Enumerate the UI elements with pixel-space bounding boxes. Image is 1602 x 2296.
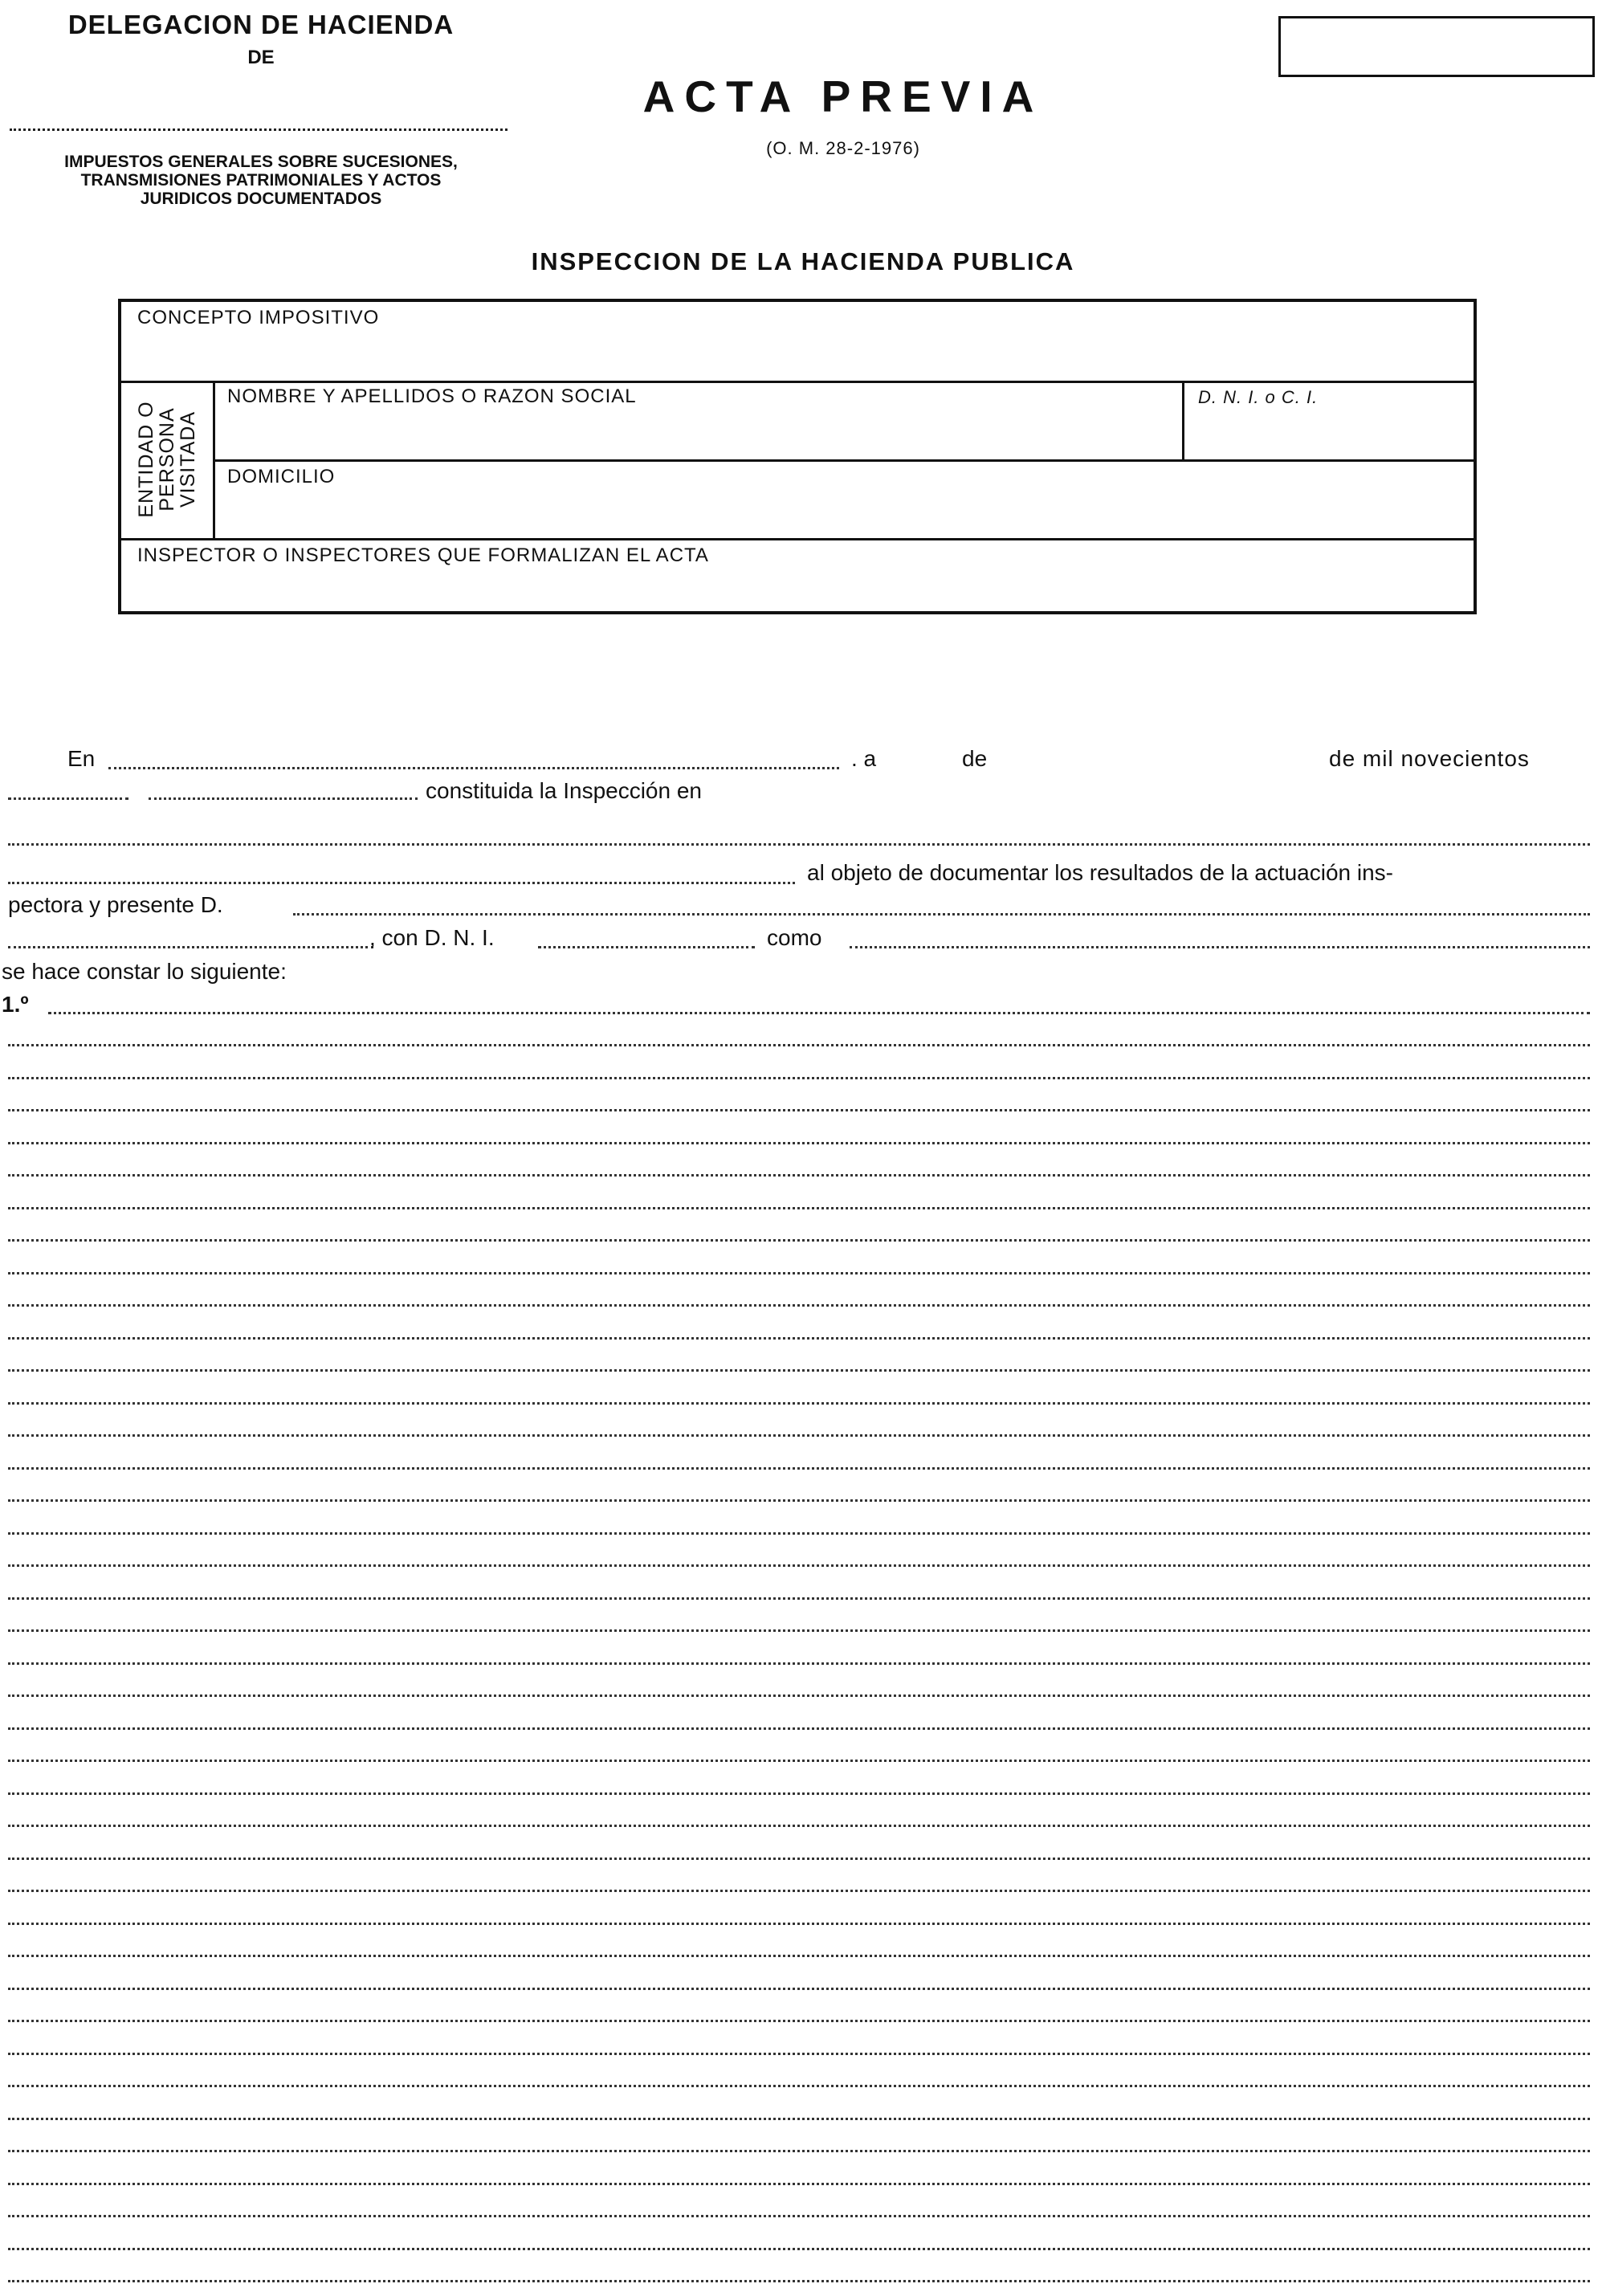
ruled-line[interactable] [8,2248,1590,2250]
text-de: de [962,746,988,771]
reference-box[interactable] [1278,16,1595,77]
ruled-line[interactable] [8,1304,1590,1307]
text-constituida: constituida la Inspección en [426,778,702,803]
fill-line[interactable] [8,843,1590,846]
fill-line[interactable] [8,797,128,800]
ruled-line[interactable] [8,1337,1590,1340]
taxes-heading [8,153,514,208]
concepto-label: CONCEPTO IMPOSITIVO [137,307,380,328]
ruled-line[interactable] [8,1858,1590,1860]
text-a: . a [851,746,877,771]
ruled-line[interactable] [8,1694,1590,1697]
ruled-line[interactable] [8,2053,1590,2055]
fill-line[interactable] [48,1012,1590,1014]
domicilio-label: DOMICILIO [227,466,336,487]
entity-side-label [121,381,213,538]
form-divider [121,538,1474,540]
dni-label: D. N. I. o C. I. [1198,387,1319,407]
ruled-line[interactable] [8,1467,1590,1470]
ruled-line[interactable] [8,2215,1590,2217]
ruled-line[interactable] [8,1662,1590,1665]
taxes-line: TRANSMISIONES PATRIMONIALES Y ACTOS [80,171,442,190]
ruled-line[interactable] [8,1174,1590,1177]
ruled-line[interactable] [8,1499,1590,1502]
form-divider [213,459,1474,462]
delegation-de: DE [247,47,275,68]
inspector-label: INSPECTOR O INSPECTORES QUE FORMALIZAN EL ACTA [137,544,709,566]
side-label-line: PERSONA [156,407,178,512]
ruled-line[interactable] [8,1760,1590,1762]
side-label-line: VISITADA [177,410,199,508]
taxes-line: IMPUESTOS GENERALES SOBRE SUCESIONES, [64,153,458,171]
ruled-line[interactable] [8,1402,1590,1405]
ruled-line[interactable] [8,1272,1590,1274]
delegation-title: DELEGACION DE HACIENDA [67,10,455,39]
ruled-line[interactable] [8,1142,1590,1144]
text-pectora: pectora y presente D. [8,892,223,917]
ruled-line[interactable] [8,1890,1590,1892]
document-title: ACTA PREVIA [642,71,1044,121]
nombre-label: NOMBRE Y APELLIDOS O RAZON SOCIAL [227,385,637,407]
fill-line[interactable] [293,913,1590,916]
section-title: INSPECCION DE LA HACIENDA PUBLICA [531,247,1075,275]
document-subtitle: (O. M. 28-2-1976) [766,138,920,158]
text-mil-novecientos: de mil novecientos [1329,746,1530,771]
ruled-line[interactable] [8,1629,1590,1632]
ruled-line[interactable] [8,1923,1590,1925]
fill-line[interactable] [538,946,755,948]
form-divider [121,381,1474,383]
ruled-line[interactable] [8,1988,1590,1990]
entity-form [118,299,1477,614]
taxes-line: JURIDICOS DOCUMENTADOS [140,190,382,208]
ruled-line[interactable] [8,2020,1590,2022]
ruled-line[interactable] [8,2085,1590,2087]
fill-line[interactable] [8,882,795,884]
ruled-line[interactable] [8,2118,1590,2120]
text-como: como [767,925,822,950]
text-en: En [67,746,96,771]
ruled-line[interactable] [8,1564,1590,1567]
ruled-line[interactable] [8,1792,1590,1795]
ruled-line[interactable] [8,2280,1590,2282]
side-label-line: ENTIDAD O [135,401,157,518]
form-divider [1182,381,1184,459]
ruled-line[interactable] [8,1207,1590,1209]
fill-line[interactable] [149,797,418,800]
ruled-line[interactable] [8,2150,1590,2152]
ruled-line[interactable] [8,1825,1590,1827]
text-objeto: al objeto de documentar los resultados de la actuación ins- [807,860,1393,885]
text-con-dni: , con D. N. I. [369,925,495,950]
ruled-line[interactable] [8,1239,1590,1242]
ruled-line[interactable] [8,1532,1590,1535]
ruled-line[interactable] [8,1955,1590,1957]
text-hace-constar: se hace constar lo siguiente: [2,959,287,984]
item-number: 1.º [2,992,29,1017]
fill-line[interactable] [8,946,373,948]
ruled-line[interactable] [8,1369,1590,1372]
fill-line[interactable] [108,767,839,769]
ruled-line[interactable] [8,1597,1590,1600]
ruled-line[interactable] [8,1077,1590,1079]
ruled-line[interactable] [8,1727,1590,1730]
ruled-line[interactable] [8,2183,1590,2185]
fill-line[interactable] [850,946,1590,948]
ruled-line[interactable] [8,1434,1590,1437]
ruled-line[interactable] [8,1109,1590,1111]
delegation-fill-line [10,128,508,131]
ruled-line[interactable] [8,1044,1590,1046]
